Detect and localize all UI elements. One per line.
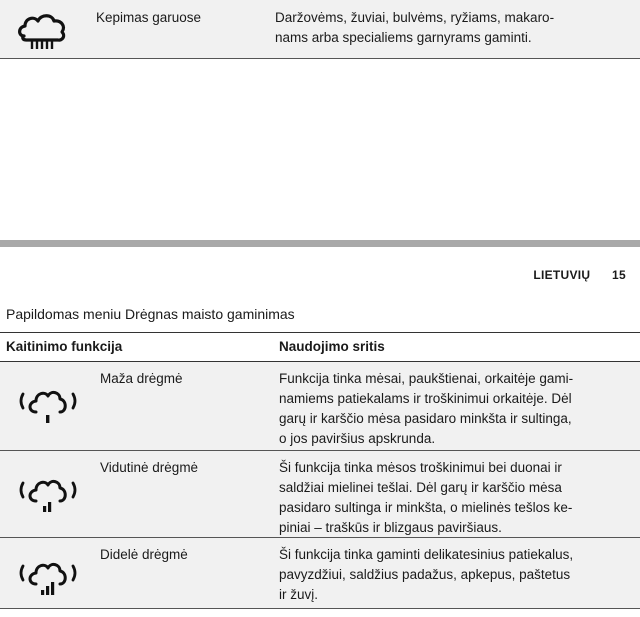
language-label: LIETUVIŲ xyxy=(533,268,591,282)
humidity-medium-icon xyxy=(14,471,82,515)
humidity-function-table xyxy=(0,332,640,609)
function-description xyxy=(275,8,625,48)
previous-page-table-row xyxy=(0,0,640,59)
humidity-high-icon xyxy=(14,554,82,598)
description-line: piniai – traškūs ir blizgaus paviršiaus. xyxy=(279,520,502,535)
table-row xyxy=(0,538,640,609)
steam-cloud-icon xyxy=(14,8,70,52)
description-line: ir žuvį. xyxy=(279,587,319,602)
page-divider xyxy=(0,240,640,247)
description-line: Ši funkcija tinka gaminti delikatesinius patiekalus, xyxy=(279,547,574,562)
function-description xyxy=(279,458,619,538)
description-line: namiems patiekalams ir troškinimui orkaitėje. Dėl xyxy=(279,391,572,406)
humidity-low-icon xyxy=(14,382,82,426)
table-row xyxy=(0,362,640,451)
description-line: Funkcija tinka mėsai, paukštienai, orkaitėje gami- xyxy=(279,371,574,386)
description-line: Daržovėms, žuviai, bulvėms, ryžiams, makaro- xyxy=(275,10,555,25)
description-line: Ši funkcija tinka mėsos troškinimui bei duonai ir xyxy=(279,460,562,475)
column-header-function: Kaitinimo funkcija xyxy=(6,339,123,354)
table-row xyxy=(0,451,640,538)
function-name: Kepimas garuose xyxy=(96,10,202,25)
function-name: Didelė drėgmė xyxy=(100,547,188,562)
table-header xyxy=(0,333,640,362)
column-header-usage: Naudojimo sritis xyxy=(279,339,385,354)
function-description xyxy=(279,545,619,605)
description-line: pavyzdžiui, saldžius padažus, apkepus, paštetus xyxy=(279,567,571,582)
function-name: Vidutinė drėgmė xyxy=(100,460,199,475)
description-line: nams arba specialiems garnyrams gaminti. xyxy=(275,30,532,45)
description-line: saldžiai mielinei tešlai. Dėl garų ir karščio mėsa xyxy=(279,480,562,495)
description-line: o jos paviršius apskrunda. xyxy=(279,431,436,446)
description-line: garų ir karščio mėsa pasidaro minkšta ir sultinga, xyxy=(279,411,572,426)
table-caption: Papildomas meniu Drėgnas maisto gaminimas xyxy=(6,306,295,322)
description-line: pasidaro sultinga ir minkšta, o mielinės tešlos ke- xyxy=(279,500,573,515)
function-description xyxy=(279,369,619,449)
page-header xyxy=(533,268,626,282)
function-name: Maža drėgmė xyxy=(100,371,183,386)
page-number: 15 xyxy=(612,268,626,282)
